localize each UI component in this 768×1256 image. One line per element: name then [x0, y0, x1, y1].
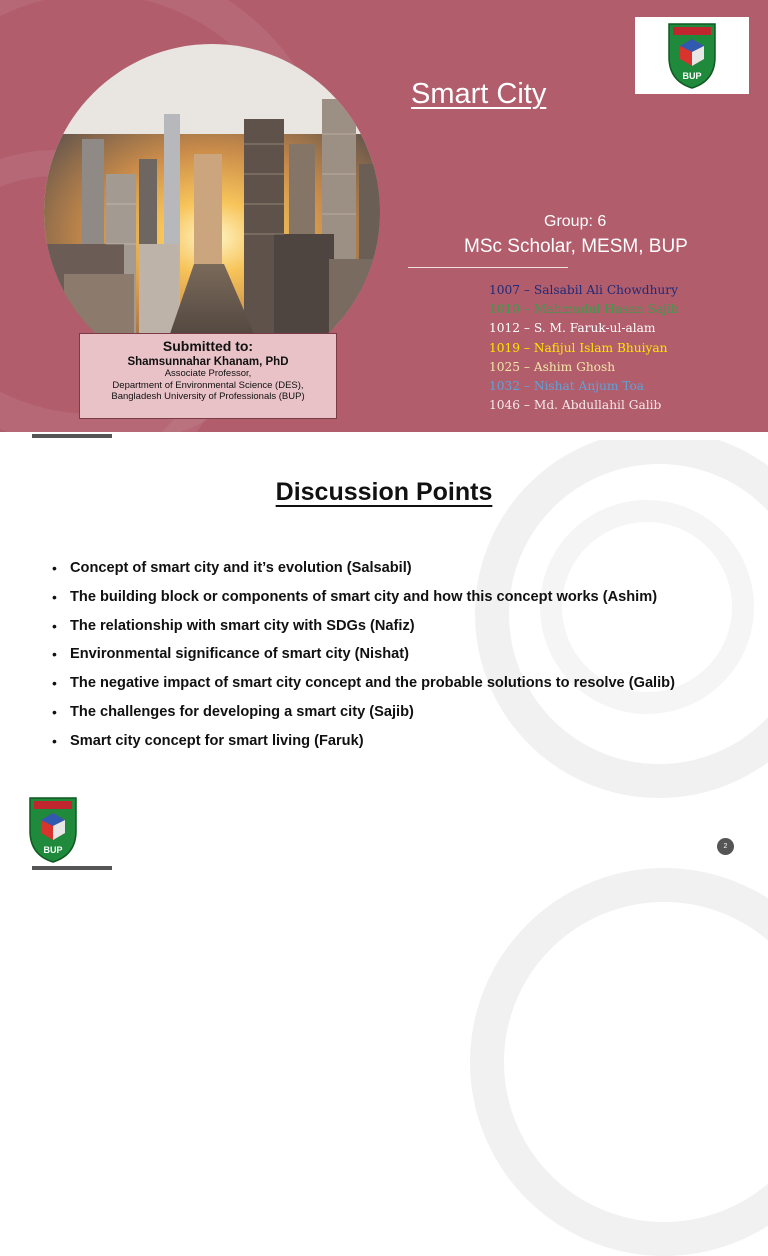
page-number-badge: 2 — [717, 838, 734, 855]
program-label: MSc Scholar, MESM, BUP — [464, 236, 688, 257]
discussion-point: • Concept of smart city and it’s evolution (Salsabil) — [52, 554, 675, 583]
member-list — [489, 281, 679, 415]
discussion-point-list — [52, 554, 675, 756]
discussion-point: • The negative impact of smart city concept and the probable solutions to resolve (Galib) — [52, 669, 675, 698]
member-item: 1046 – Md. Abdullahil Galib — [489, 398, 662, 413]
supervisor-university: Bangladesh University of Professionals (BUP) — [111, 391, 305, 402]
discussion-point: • The challenges for developing a smart city (Sajib) — [52, 698, 675, 727]
presentation-title: Smart City — [411, 78, 547, 110]
svg-text:BUP: BUP — [682, 71, 702, 81]
slide-divider-mark — [32, 866, 112, 870]
discussion-title-text: Discussion Points — [275, 478, 493, 506]
bup-shield-icon — [665, 21, 719, 90]
slide-divider-mark — [32, 434, 112, 438]
discussion-point: • The building block or components of smart city and how this concept works (Ashim) — [52, 583, 675, 612]
member-item: 1019 – Nafijul Islam Bhuiyan — [489, 340, 668, 355]
title-slide — [0, 0, 768, 432]
submitted-heading: Submitted to: — [162, 338, 254, 354]
member-item: 1007 – Salsabil Ali Chowdhury — [489, 283, 678, 297]
member-item: 1025 – Ashim Ghosh — [489, 359, 616, 374]
supervisor-department: Department of Environmental Science (DES), — [112, 379, 304, 391]
group-label: Group: 6 — [544, 213, 607, 230]
discussion-title — [0, 478, 768, 507]
discussion-point: • Environmental significance of smart city (Nishat) — [52, 640, 675, 669]
member-item: 1010 – Mahmudul Hasan Sajib — [489, 302, 679, 317]
supervisor-name: Shamsunnahar Khanam, PhD — [127, 356, 289, 368]
discussion-slide — [0, 440, 768, 872]
bup-logo — [635, 17, 749, 94]
member-item: 1012 – S. M. Faruk-ul-alam — [489, 321, 656, 336]
svg-text:BUP: BUP — [43, 845, 63, 855]
discussion-point: • Smart city concept for smart living (Faruk) — [52, 727, 675, 756]
discussion-point: • The relationship with smart city with SDGs (Nafiz) — [52, 612, 675, 641]
bup-shield-icon — [26, 795, 80, 864]
member-item: 1032 – Nishat Anjum Toa — [489, 378, 645, 393]
supervisor-position: Associate Professor, — [164, 368, 252, 379]
city-skyline-image — [44, 44, 380, 380]
submitted-to-box — [79, 333, 337, 419]
decorative-ring — [470, 868, 768, 1256]
separator-line — [408, 267, 568, 268]
